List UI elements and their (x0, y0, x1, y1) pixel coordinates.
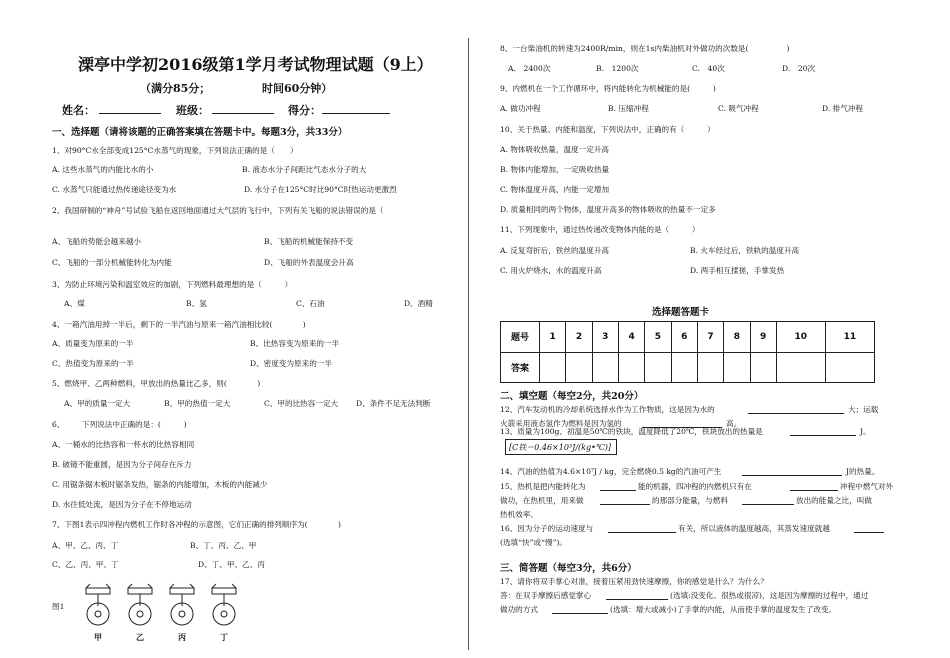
answer-cell[interactable] (697, 352, 723, 383)
q14-text-b: J的热量。 (846, 467, 880, 476)
q7-option-d: D、丁、甲、乙、丙 (198, 560, 265, 569)
q10-stem: 10、关于热量、内能和温度，下列说法中，正确的有（ ） (500, 125, 715, 134)
page-title: 溧亭中学初2016级第1学月考试物理试题（9上） (78, 55, 433, 74)
answer-cell[interactable] (618, 352, 644, 383)
q17-blank-1[interactable] (606, 590, 668, 600)
q5-option-a: A、甲的质量一定大 (64, 399, 131, 408)
q5-stem: 5、燃烧甲、乙两种燃料，甲放出的热量比乙多，则( ) (52, 379, 261, 388)
score-label: 得分： (288, 104, 321, 117)
q1-stem: 1、对90°C水全部变成125°C水蒸气的现象，下列说法正确的是（ ） (52, 146, 298, 155)
q15-text-e: 的那部分能量，与燃料 (652, 496, 728, 505)
q12-blank-1[interactable] (748, 404, 844, 414)
answer-card-number: 1 (540, 322, 566, 353)
q11-option-a: A. 反复弯折后，铁丝的温度升高 (500, 246, 610, 255)
q13-blank[interactable] (790, 426, 856, 436)
q7-option-c: C、乙、丙、甲、丁 (52, 560, 119, 569)
q17-answer-b: (选填:没变化、很热或很凉)，这是因为摩擦的过程中，通过 (670, 591, 869, 600)
q8-stem: 8、一台柴油机的转速为2400R/min，则在1s内柴油机对外做功的次数是( ) (500, 44, 790, 53)
name-field[interactable] (99, 104, 161, 114)
q15-blank-3[interactable] (600, 495, 650, 505)
q4-stem: 4、一箱汽油用掉一半后，剩下的一半汽油与原来一箱汽油相比较( ) (52, 320, 306, 329)
q2-option-b: B、飞船的机械能保持不变 (264, 237, 354, 246)
full-score: （满分85分； (140, 82, 211, 95)
q9-option-b: B. 压缩冲程 (608, 104, 649, 113)
q9-option-c: C. 吸气冲程 (718, 104, 759, 113)
section2-heading: 二、填空题（每空2分，共20分） (500, 391, 644, 402)
q15-text-g: 热机效率。 (500, 510, 538, 519)
q8-option-d: D. 20次 (782, 64, 816, 73)
figure-part-ding: 丁 (220, 632, 228, 642)
answer-card-number: 11 (825, 322, 874, 353)
answer-card-number: 8 (724, 322, 750, 353)
answer-card-answer-row (501, 352, 875, 383)
answer-cell[interactable] (825, 352, 874, 383)
figure-part-jia: 甲 (94, 632, 102, 642)
q7-option-a: A、甲、乙、丙、丁 (52, 541, 119, 550)
answer-card-number: 3 (592, 322, 618, 353)
q10-option-b: B. 物体内能增加，一定吸收热量 (500, 165, 610, 174)
q15-blank-2[interactable] (790, 481, 838, 491)
q2-option-a: A、飞船的势能会越来越小 (52, 237, 142, 246)
q7-stem: 7、下图1表示四冲程内燃机工作时各冲程的示意图，它们正确的排列顺序为( ) (52, 520, 341, 529)
q12-text-a: 12、汽车发动机的冷却系统选择水作为工作物质，这是因为水的 (500, 405, 715, 414)
answer-cell[interactable] (645, 352, 671, 383)
q8-option-a: A. 2400次 (508, 64, 551, 73)
q5-option-b: B、甲的热值一定大 (164, 399, 231, 408)
q3-option-c: C、石油 (296, 299, 325, 308)
q17-question: 17、请你将双手掌心对准，接着压紧用劲快速摩擦，你的感觉是什么？为什么？ (500, 577, 768, 586)
q17-answer-a: 答：在双手摩擦后感觉掌心 (500, 591, 592, 600)
q15-blank-1[interactable] (600, 481, 636, 491)
class-field[interactable] (212, 104, 274, 114)
q10-option-a: A. 物体吸收热量，温度一定升高 (500, 145, 610, 154)
q9-option-d: D. 排气冲程 (822, 104, 864, 113)
answer-card-number: 7 (697, 322, 723, 353)
answer-card-number: 2 (566, 322, 592, 353)
q6-option-a: A、一桶水的比热容和一杯水的比热容相同 (52, 440, 195, 449)
q15-blank-4[interactable] (742, 495, 794, 505)
answer-card-number: 6 (671, 322, 697, 353)
q2-option-c: C、飞船的一部分机械能转化为内能 (52, 258, 172, 267)
answer-cell[interactable] (592, 352, 618, 383)
q16-text-b: 有关，所以液体的温度越高，其蒸发速度就越 (678, 524, 830, 533)
q17-answer-c: 做功的方式 (500, 605, 538, 614)
q3-option-d: D、酒精 (404, 299, 433, 308)
q15-text-b: 能的机器，四冲程的内燃机只有在 (638, 482, 752, 491)
q15-text-c: 冲程中燃气对外 (840, 482, 894, 491)
q10-option-d: D. 质量相同的两个物体，温度升高多的物体吸收的热量不一定多 (500, 205, 716, 214)
q9-option-a: A. 做功冲程 (500, 104, 541, 113)
q14-blank[interactable] (742, 466, 842, 476)
answer-card-header-row (501, 322, 875, 353)
answer-card-number: 10 (776, 322, 825, 353)
q14-text-a: 14、汽油的热值为4.6×10⁷J / kg，完全燃烧0.5 kg的汽油可产生 (500, 467, 722, 476)
q8-option-c: C. 40次 (692, 64, 725, 73)
q6-option-b: B. 破镜不能重圆，是因为分子间存在斥力 (52, 460, 192, 469)
figure-part-bing: 丙 (178, 632, 186, 642)
answer-cell[interactable] (776, 352, 825, 383)
q1-option-a: A. 这些水蒸气的内能比水的小 (52, 165, 154, 174)
q6-option-d: D. 水往低处流，是因为分子在不停地运动 (52, 500, 192, 509)
q4-option-c: C、热值变为原来的一半 (52, 359, 134, 368)
q3-option-a: A、煤 (64, 299, 85, 308)
column-divider (468, 38, 469, 650)
figure-label: 图1 (52, 602, 65, 611)
q2-stem: 2、我国研制的“神舟”号试验飞船在返回地面通过大气层的飞行中，下列有关飞船的说法错误的是（ (52, 206, 384, 215)
q12-text-d: 高。 (726, 419, 742, 428)
iron-specific-heat-formula: [C铁＝0.46×10³J/(kg•℃)] (505, 439, 617, 455)
answer-cell[interactable] (540, 352, 566, 383)
q1-option-d: D. 水分子在125°C时比90°C时热运动更激烈 (244, 185, 397, 194)
q8-option-b: B. 1200次 (596, 64, 639, 73)
score-field[interactable] (322, 104, 390, 114)
q15-text-a: 15、热机是把内能转化为 (500, 482, 586, 491)
q11-option-d: D. 两手相互揉搓，手掌发热 (690, 266, 785, 275)
answer-cell[interactable] (724, 352, 750, 383)
name-label: 姓名： (62, 104, 95, 117)
q15-text-d: 做功，在热机里，用来做 (500, 496, 584, 505)
q17-answer-d: (选填：增大或减小)了手掌的内能，从而使手掌的温度发生了改变。 (610, 605, 837, 614)
q16-text-a: 16、因为分子的运动速度与 (500, 524, 594, 533)
q2-option-d: D、飞船的外表温度会升高 (264, 258, 354, 267)
answer-card-number: 4 (618, 322, 644, 353)
engine-strokes-figure (82, 582, 252, 648)
q9-stem: 9、内燃机在一个工作循环中，将内能转化为机械能的是( ) (500, 84, 716, 93)
answer-cell[interactable] (566, 352, 592, 383)
class-label: 班级： (176, 104, 209, 117)
q12-text-c: 火箭采用液态氢作为燃料是因为氢的 (500, 419, 622, 428)
q5-option-c: C、甲的比热容一定大 (264, 399, 339, 408)
section3-heading: 三、简答题（每空3分，共6分） (500, 563, 637, 574)
answer-card-number: 9 (750, 322, 776, 353)
answer-card-row-label: 题号 (501, 322, 540, 353)
section1-heading: 一、选择题（请将该题的正确答案填在答题卡中。每题3分，共33分） (52, 127, 348, 138)
q11-option-c: C. 用火炉烧水，水的温度升高 (500, 266, 602, 275)
time-limit: 时间60分钟） (262, 82, 333, 95)
q11-stem: 11、下列现象中，通过热传递改变物体内能的是（ ） (500, 225, 700, 234)
answer-card-number: 5 (645, 322, 671, 353)
q13-text-b: J。 (860, 427, 871, 436)
q4-option-a: A、质量变为原来的一半 (52, 339, 134, 348)
answer-card-title: 选择题答题卡 (652, 307, 710, 318)
q16-blank-2[interactable] (854, 523, 884, 533)
q10-option-c: C. 物体温度升高，内能一定增加 (500, 185, 610, 194)
q17-blank-2[interactable] (552, 604, 608, 614)
q3-stem: 3、为防止环境污染和温室效应的加剧，下列燃料最理想的是（ ） (52, 280, 293, 289)
q1-option-b: B. 液态水分子间距比气态水分子的大 (242, 165, 367, 174)
q7-option-b: B、丁、丙、乙、甲 (190, 541, 257, 550)
q4-option-b: B、比热容变为原来的一半 (250, 339, 340, 348)
q6-number: 6、 (52, 420, 65, 429)
q13-text-a: 13、质量为100g、初温是50℃的铁块，温度降低了20℃，铁块放出的热量是 (500, 427, 763, 436)
q12-text-b: 大；运载 (848, 405, 879, 414)
answer-cell[interactable] (671, 352, 697, 383)
answer-card-table (500, 321, 875, 383)
q1-option-c: C. 水蒸气只能通过热传递途径变为水 (52, 185, 177, 194)
q3-option-b: B、氢 (186, 299, 207, 308)
q6-stem: 下列说法中正确的是：( ) (82, 420, 187, 429)
q6-option-c: C. 用锯条锯木板时锯条发热，锯条的内能增加，木板的内能减少 (52, 480, 268, 489)
q16-blank-1[interactable] (608, 523, 676, 533)
q5-option-d: D、条件不足无法判断 (356, 399, 431, 408)
q11-option-b: B. 火车经过后，铁轨的温度升高 (690, 246, 800, 255)
q16-text-c: (选填“快”或“慢”)。 (500, 538, 568, 547)
answer-card-answer-label: 答案 (501, 352, 540, 383)
q15-text-f: 放出的能量之比，叫做 (796, 496, 872, 505)
figure-part-yi: 乙 (136, 632, 144, 642)
answer-cell[interactable] (750, 352, 776, 383)
q4-option-d: D、密度变为原来的一半 (250, 359, 333, 368)
